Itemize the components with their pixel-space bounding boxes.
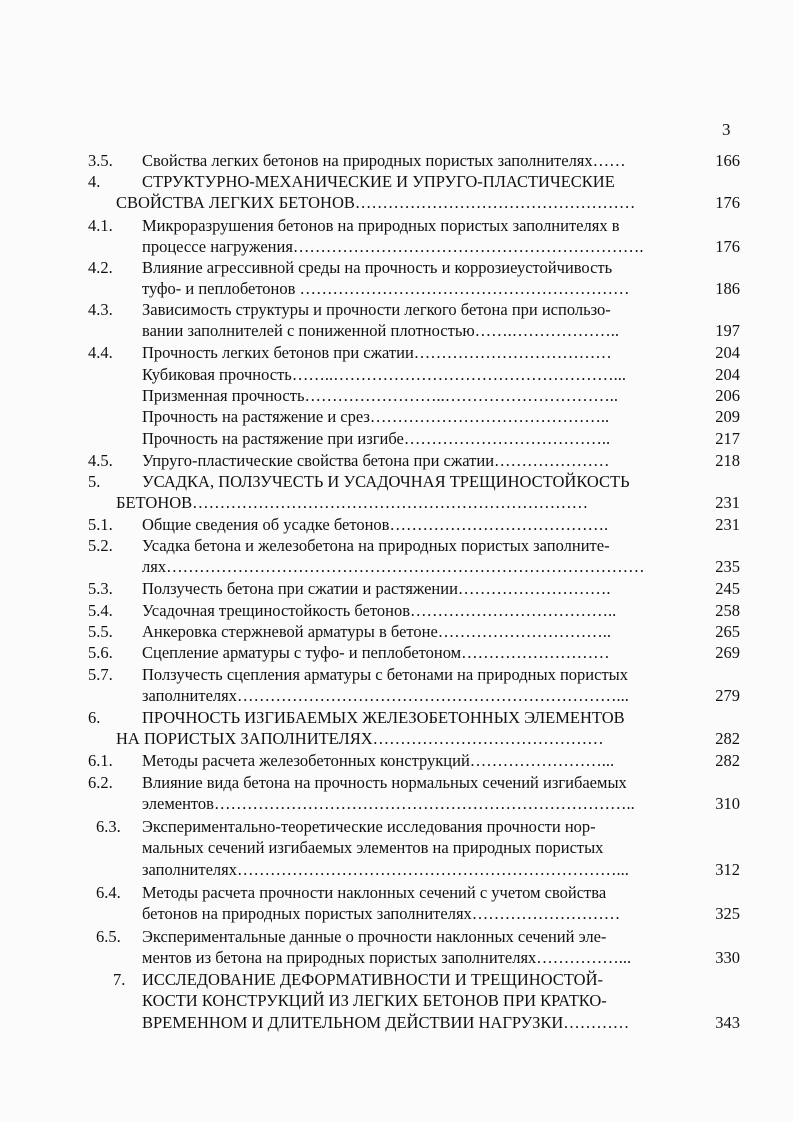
toc-entry-number: 6.4.	[96, 883, 121, 902]
toc-entry-text: СВОЙСТВА ЛЕГКИХ БЕТОНОВ……………………………………………	[116, 193, 636, 212]
toc-entry-page: 245	[715, 579, 740, 598]
toc-entry-page: 231	[715, 515, 740, 534]
toc-entry-page: 265	[715, 622, 740, 641]
toc-entry-number: 5.4.	[88, 601, 113, 620]
toc-entry-page: 330	[715, 948, 740, 967]
toc-entry-text: Усадочная трещиностойкость бетонов………………………………..	[142, 601, 617, 620]
toc-entry-text: бетонов на природных пористых заполнителях………………………	[142, 904, 621, 923]
toc-entry-text: КОСТИ КОНСТРУКЦИЙ ИЗ ЛЕГКИХ БЕТОНОВ ПРИ КРАТКО-	[142, 991, 607, 1010]
toc-entry-number: 4.	[88, 172, 101, 191]
toc-entry-number: 4.1.	[88, 216, 113, 235]
toc-entry-page: 310	[715, 794, 740, 813]
toc-entry-number: 5.2.	[88, 536, 113, 555]
toc-entry-page: 209	[715, 407, 740, 426]
toc-entry-number: 6.3.	[96, 817, 121, 836]
toc-entry-text: ментов из бетона на природных пористых заполнителях……………...	[142, 948, 632, 967]
toc-entry-page: 166	[715, 151, 740, 170]
toc-entry-page: 282	[715, 729, 740, 748]
toc-entry-text: Сцепление арматуры с туфо- и пеплобетоном………………………	[142, 643, 610, 662]
toc-entry-page: 282	[715, 751, 740, 770]
toc-entry-page: 279	[715, 686, 740, 705]
toc-entry-page: 206	[715, 386, 740, 405]
toc-entry-page: 343	[715, 1013, 740, 1032]
toc-entry-text: Экспериментальные данные о прочности наклонных сечений эле-	[142, 927, 607, 946]
toc-entry-text: Зависимость структуры и прочности легкого бетона при использо-	[142, 300, 611, 319]
toc-entry-text: БЕТОНОВ………………………………………………………………	[116, 493, 589, 512]
toc-entry-text: туфо- и пеплобетонов ……………………………………………………	[142, 279, 630, 298]
toc-entry-number: 4.4.	[88, 343, 113, 362]
toc-entry-text: Свойства легких бетонов на природных пористых заполнителях……	[142, 151, 626, 170]
toc-entry-number: 6.	[88, 708, 101, 727]
toc-entry-page: 269	[715, 643, 740, 662]
toc-entry-text: Влияние агрессивной среды на прочность и коррозиеустойчивость	[142, 258, 613, 277]
toc-entry-text: вании заполнителей с пониженной плотностью…….………………..	[142, 321, 620, 340]
toc-entry-page: 312	[715, 860, 740, 879]
toc-entry-text: мальных сечений изгибаемых элементов на природных пористых	[142, 838, 604, 857]
toc-entry-number: 4.3.	[88, 300, 113, 319]
toc-entry-text: Призменная прочность……………………..…………………………..	[142, 386, 618, 405]
toc-entry-number: 6.2.	[88, 773, 113, 792]
toc-entry-text: Микроразрушения бетонов на природных пористых заполнителях в	[142, 216, 620, 235]
toc-entry-page: 186	[715, 279, 740, 298]
toc-entry-text: Усадка бетона и железобетона на природных пористых заполните-	[142, 536, 610, 555]
toc-entry-text: Упруго-пластические свойства бетона при сжатии…………………	[142, 451, 610, 470]
toc-entry-text: Прочность на растяжение и срез……………………………………..	[142, 407, 610, 426]
toc-entry-page: 197	[715, 321, 740, 340]
toc-entry-page: 235	[715, 557, 740, 576]
toc-entry-text: заполнителях……………………………………………………………...	[142, 860, 629, 879]
toc-entry-text: Влияние вида бетона на прочность нормальных сечений изгибаемых	[142, 773, 627, 792]
toc-entry-text: ИССЛЕДОВАНИЕ ДЕФОРМАТИВНОСТИ И ТРЕЩИНОСТОЙ-	[142, 970, 603, 989]
toc-entry-text: заполнителях……………………………………………………………...	[142, 686, 629, 705]
toc-entry-text: Анкеровка стержневой арматуры в бетоне…………………………..	[142, 622, 612, 641]
toc-entry-number: 5.6.	[88, 643, 113, 662]
toc-entry-page: 204	[715, 365, 740, 384]
toc-entry-text: ВРЕМЕННОМ И ДЛИТЕЛЬНОМ ДЕЙСТВИИ НАГРУЗКИ…………	[142, 1013, 630, 1032]
toc-entry-page: 176	[715, 237, 740, 256]
toc-entry-text: УСАДКА, ПОЛЗУЧЕСТЬ И УСАДОЧНАЯ ТРЕЩИНОСТОЙКОСТЬ	[142, 472, 630, 491]
toc-entry-number: 5.7.	[88, 665, 113, 684]
toc-entry-number: 4.5.	[88, 451, 113, 470]
toc-entry-text: Методы расчета прочности наклонных сечений с учетом свойства	[142, 883, 607, 902]
toc-entry-text: лях……………………………………………………………………………	[142, 557, 645, 576]
toc-entry-page: 176	[715, 193, 740, 212]
toc-entry-number: 4.2.	[88, 258, 113, 277]
toc-entry-text: Экспериментально-теоретические исследования прочности нор-	[142, 817, 596, 836]
page-number: 3	[722, 120, 731, 139]
toc-entry-text: ПРОЧНОСТЬ ИЗГИБАЕМЫХ ЖЕЛЕЗОБЕТОННЫХ ЭЛЕМЕНТОВ	[142, 708, 625, 727]
toc-entry-text: НА ПОРИСТЫХ ЗАПОЛНИТЕЛЯХ……………………………………	[116, 729, 604, 748]
toc-entry-text: процессе нагружения……………………………………………………….	[142, 237, 644, 256]
toc-entry-page: 218	[715, 451, 740, 470]
toc-entry-page: 258	[715, 601, 740, 620]
toc-entry-page: 325	[715, 904, 740, 923]
toc-entry-number: 6.5.	[96, 927, 121, 946]
toc-entry-text: Ползучесть сцепления арматуры с бетонами на природных пористых	[142, 665, 628, 684]
toc-entry-number: 6.1.	[88, 751, 113, 770]
toc-entry-text: Ползучесть бетона при сжатии и растяжении……………………….	[142, 579, 611, 598]
toc-entry-text: Методы расчета железобетонных конструкций……………………...	[142, 751, 615, 770]
toc-entry-text: СТРУКТУРНО-МЕХАНИЧЕСКИЕ И УПРУГО-ПЛАСТИЧЕСКИЕ	[142, 172, 615, 191]
toc-entry-text: Прочность на растяжение при изгибе………………………………..	[142, 429, 611, 448]
toc-entry-number: 5.1.	[88, 515, 113, 534]
toc-entry-number: 5.3.	[88, 579, 113, 598]
toc-entry-number: 5.5.	[88, 622, 113, 641]
toc-entry-text: элементов…………………………………………………………………..	[142, 794, 635, 813]
toc-entry-text: Общие сведения об усадке бетонов………………………………….	[142, 515, 609, 534]
toc-entry-page: 231	[715, 493, 740, 512]
toc-entry-text: Прочность легких бетонов при сжатии………………………………	[142, 343, 612, 362]
toc-entry-number: 5.	[88, 472, 101, 491]
toc-entry-page: 204	[715, 343, 740, 362]
toc-entry-number: 7.	[113, 970, 126, 989]
toc-entry-page: 217	[715, 429, 740, 448]
toc-entry-text: Кубиковая прочность……..……………………………………………...	[142, 365, 626, 384]
toc-entry-number: 3.5.	[88, 151, 113, 170]
